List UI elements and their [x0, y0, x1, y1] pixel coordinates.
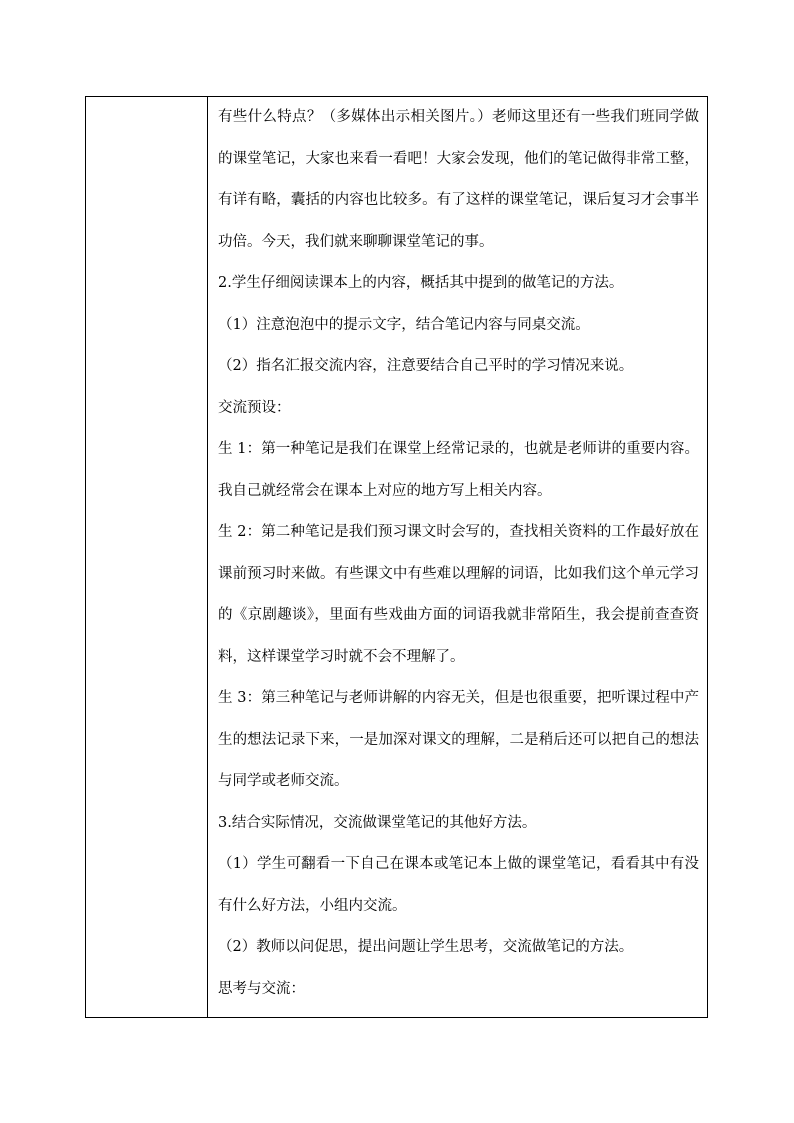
paragraph-student-3: 生 3：第三种笔记与老师讲解的内容无关，但是也很重要，把听课过程中产生的想法记录下来，一是加深对课文的理解，二是稍后还可以把自己的想法与同学或老师交流。 [218, 690, 699, 789]
table-left-cell [86, 97, 208, 1017]
paragraph-preset-heading: 交流预设： [218, 399, 291, 416]
paragraph-think-exchange: 思考与交流： [218, 980, 305, 997]
paragraph-step-2-item-1: （1）注意泡泡中的提示文字，结合笔记内容与同桌交流。 [218, 316, 590, 333]
paragraph-step-3-item-2: （2）教师以问促思，提出问题让学生思考，交流做笔记的方法。 [218, 939, 634, 955]
paragraph-step-3: 3.结合实际情况，交流做课堂笔记的其他好方法。 [218, 814, 537, 831]
table-right-cell [208, 97, 707, 1017]
paragraph-intro: 有些什么特点？（多媒体出示相关图片。）老师这里还有一些我们班同学做的课堂笔记，大家也来看一看吧！大家会发现，他们的笔记做得非常工整，有详有略，囊括的内容也比较多。有了这样的课堂笔记，课后复习才会事半功倍。今天，我们就来聊聊课堂笔记的事。 [218, 109, 699, 250]
paragraph-step-3-item-1: （1）学生可翻看一下自己在课本或笔记本上做的课堂笔记，看看其中有没有什么好方法，小组内交流。 [218, 856, 699, 914]
paragraph-step-2: 2.学生仔细阅读课本上的内容，概括其中提到的做笔记的方法。 [218, 275, 624, 291]
paragraph-student-2: 生 2：第二种笔记是我们预习课文时会写的，查找相关资料的工作最好放在课前预习时来做。有些课文中有些难以理解的词语，比如我们这个单元学习的《京剧趣谈》，里面有些戏曲方面的词语我就非常陌生，我会提前查查资料，这样课堂学习时就不会不理解了。 [218, 524, 699, 665]
lesson-table [85, 96, 708, 1018]
paragraph-student-1: 生 1：第一种笔记是我们在课堂上经常记录的，也就是老师讲的重要内容。我自己就经常会在课本上对应的地方写上相关内容。 [218, 441, 699, 499]
paragraph-step-2-item-2: （2）指名汇报交流内容，注意要结合自己平时的学习情况来说。 [218, 358, 634, 374]
